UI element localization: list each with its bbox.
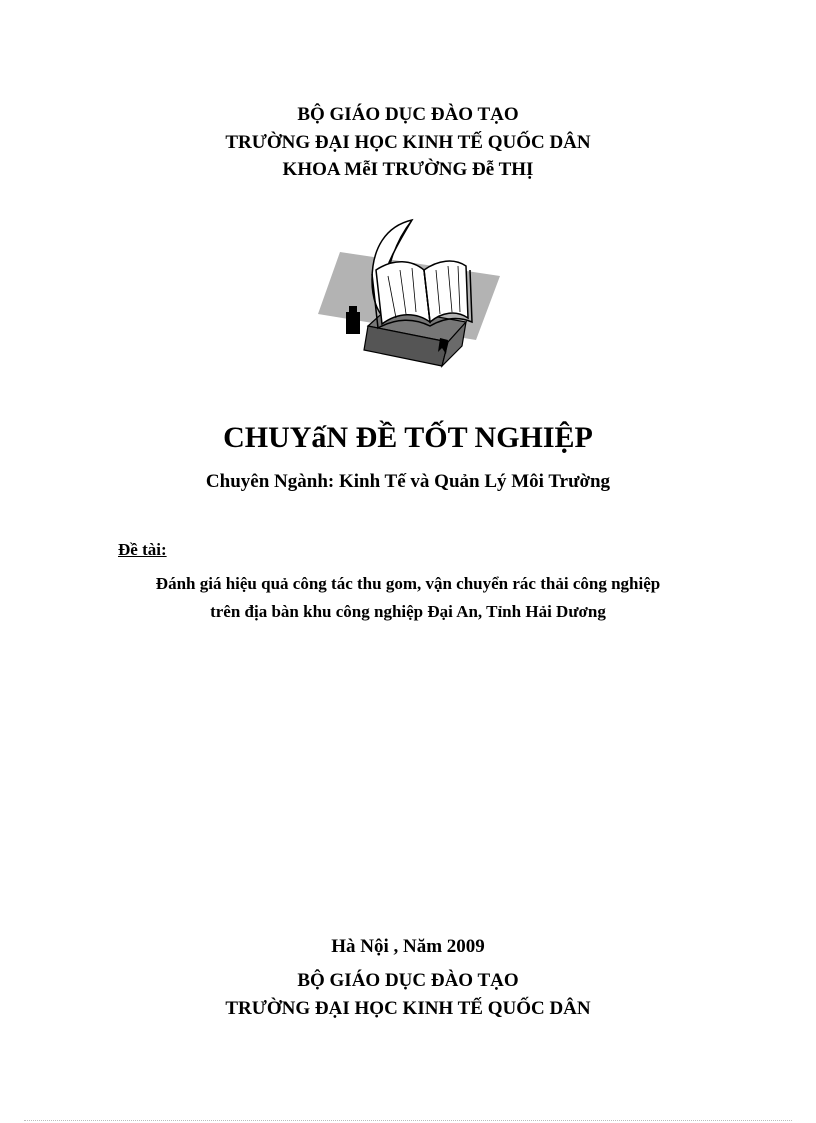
book-and-quill-icon: [316, 214, 502, 374]
footer-university: TRƯỜNG ĐẠI HỌC KINH TẾ QUỐC DÂN: [225, 998, 591, 1019]
footer-ministry: BỘ GIÁO DỤC ĐÀO TẠO: [297, 970, 519, 991]
topic-line-2: trên địa bàn khu công nghiệp Đại An, Tỉnh Hải Dương: [210, 602, 606, 621]
document-title: CHUYấN ĐỀ TỐT NGHIỆP: [223, 421, 593, 454]
header-faculty: KHOA MễI TRƯỜNG Đễ THỊ: [282, 159, 534, 180]
topic-line-1: Đánh giá hiệu quả công tác thu gom, vận chuyển rác thải công nghiệp: [155, 574, 661, 593]
header-university: TRƯỜNG ĐẠI HỌC KINH TẾ QUỐC DÂN: [225, 132, 591, 153]
header-ministry: BỘ GIÁO DỤC ĐÀO TẠO: [297, 104, 519, 125]
page-bottom-rule: [24, 1120, 792, 1121]
major: Chuyên Ngành: Kinh Tế và Quản Lý Môi Trường: [205, 471, 611, 492]
topic-label: Đề tài:: [118, 540, 167, 559]
place-date: Hà Nội , Năm 2009: [331, 936, 485, 957]
